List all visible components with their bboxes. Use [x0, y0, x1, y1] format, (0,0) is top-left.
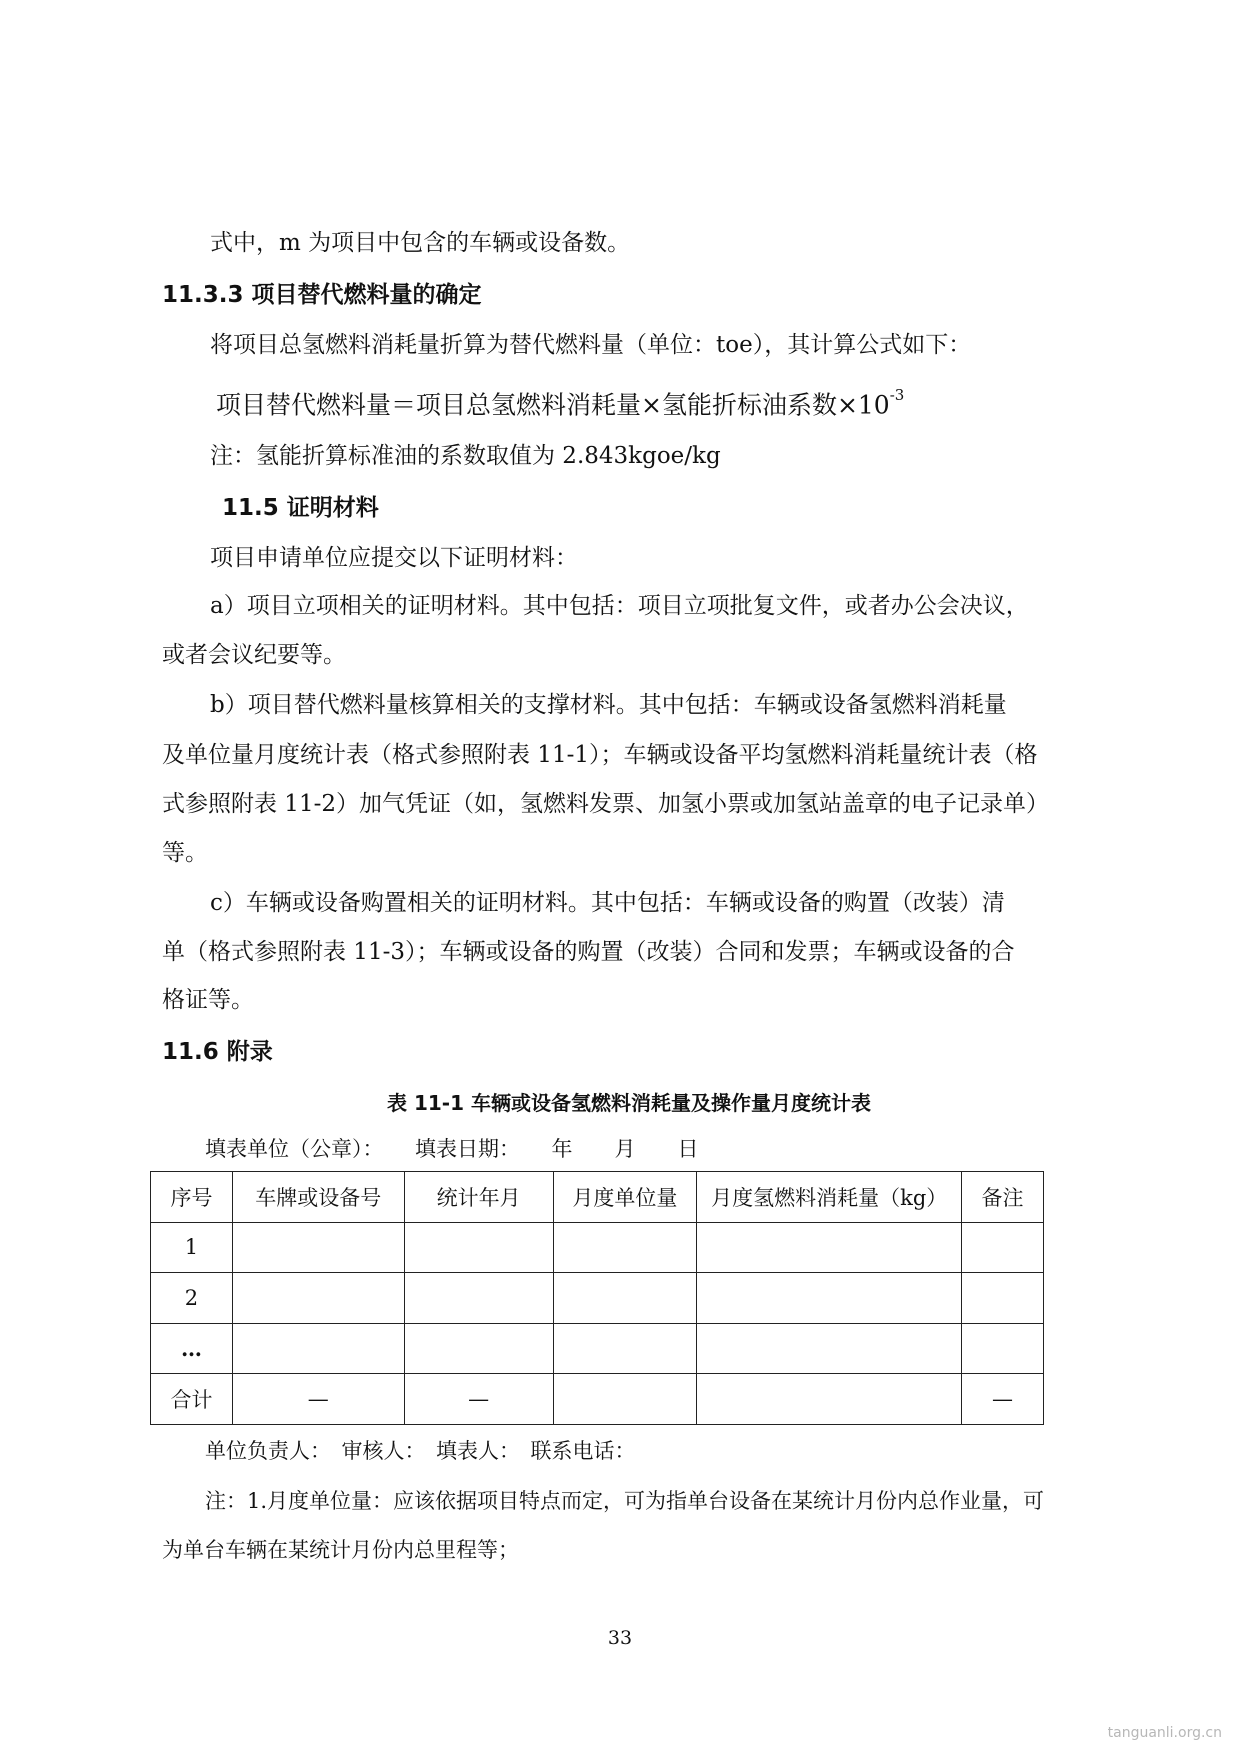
- header-index: 序号: [151, 1172, 233, 1223]
- header-stat-month: 统计年月: [404, 1172, 553, 1223]
- table-cell: [232, 1222, 404, 1273]
- table-signatures: 单位负责人： 审核人： 填表人： 联系电话：: [205, 1439, 636, 1463]
- paragraph-conversion-intro: 将项目总氢燃料消耗量折算为替代燃料量（单位：toe），其计算公式如下：: [210, 332, 972, 358]
- table-header-row: [151, 1172, 1044, 1223]
- formula-text: 项目替代燃料量＝项目总氢燃料消耗量×氢能折标油系数×10: [216, 390, 890, 420]
- formula-exponent: -3: [889, 386, 905, 404]
- table-cell: —: [962, 1374, 1044, 1425]
- table-total-row: [151, 1374, 1044, 1425]
- paragraph-materials-intro: 项目申请单位应提交以下证明材料：: [210, 545, 578, 571]
- table-cell: [553, 1222, 697, 1273]
- table-cell: [697, 1374, 962, 1425]
- item-b-line1: b）项目替代燃料量核算相关的支撑材料。其中包括：车辆或设备氢燃料消耗量: [210, 692, 1007, 718]
- table-cell: 2: [151, 1273, 233, 1324]
- paragraph-m-definition: 式中，m 为项目中包含的车辆或设备数。: [210, 230, 631, 256]
- table-cell: [962, 1222, 1044, 1273]
- item-b-line2: 及单位量月度统计表（格式参照附表 11-1）；车辆或设备平均氢燃料消耗量统计表（格: [162, 742, 1038, 768]
- table-cell: —: [404, 1374, 553, 1425]
- table-cell: —: [232, 1374, 404, 1425]
- header-monthly-unit: 月度单位量: [553, 1172, 697, 1223]
- table-cell: [553, 1374, 697, 1425]
- item-a-line2: 或者会议纪要等。: [162, 642, 346, 668]
- header-remarks: 备注: [962, 1172, 1044, 1223]
- section-heading-11-5: 11.5 证明材料: [222, 495, 379, 521]
- table-cell: 1: [151, 1222, 233, 1273]
- item-c-line3: 格证等。: [162, 987, 254, 1013]
- table-cell: [232, 1323, 404, 1374]
- table-cell: [404, 1222, 553, 1273]
- section-heading-11-3-3: 11.3.3 项目替代燃料量的确定: [162, 282, 482, 308]
- header-monthly-hydrogen: 月度氢燃料消耗量（kg）: [697, 1172, 962, 1223]
- table-cell: [697, 1273, 962, 1324]
- table-cell: [553, 1273, 697, 1324]
- table-cell: [404, 1323, 553, 1374]
- table-cell: [232, 1273, 404, 1324]
- table-cell: …: [151, 1323, 233, 1374]
- table-note-line1: 注：1.月度单位量：应该依据项目特点而定，可为指单台设备在某统计月份内总作业量，可: [205, 1489, 1045, 1513]
- table-caption: 表 11-1 车辆或设备氢燃料消耗量及操作量月度统计表: [387, 1091, 871, 1115]
- table-row: [151, 1273, 1044, 1324]
- formula: [216, 384, 904, 420]
- note-coefficient: 注：氢能折算标准油的系数取值为 2.843kgoe/kg: [210, 443, 721, 469]
- table-fill-info: 填表单位（公章）： 填表日期： 年 月 日: [205, 1137, 699, 1161]
- item-a-line1: a）项目立项相关的证明材料。其中包括：项目立项批复文件，或者办公会决议，: [210, 593, 1029, 619]
- table-cell: [962, 1323, 1044, 1374]
- table-row: [151, 1222, 1044, 1273]
- table-cell: [697, 1323, 962, 1374]
- table-cell: [553, 1323, 697, 1374]
- table-cell: [404, 1273, 553, 1324]
- item-c-line1: c）车辆或设备购置相关的证明材料。其中包括：车辆或设备的购置（改装）清: [210, 890, 1005, 916]
- header-plate-or-device: 车牌或设备号: [232, 1172, 404, 1223]
- monthly-statistics-table: [150, 1171, 1044, 1425]
- table-cell: [962, 1273, 1044, 1324]
- page-number: 33: [607, 1627, 633, 1649]
- watermark: tanguanli.org.cn: [1107, 1725, 1222, 1741]
- table-cell: 合计: [151, 1374, 233, 1425]
- section-heading-11-6: 11.6 附录: [162, 1039, 273, 1065]
- item-c-line2: 单（格式参照附表 11-3）；车辆或设备的购置（改装）合同和发票；车辆或设备的合: [162, 939, 1015, 965]
- item-b-line4: 等。: [162, 840, 208, 866]
- table-row: [151, 1323, 1044, 1374]
- item-b-line3: 式参照附表 11-2）加气凭证（如，氢燃料发票、加氢小票或加氢站盖章的电子记录单）: [162, 791, 1049, 817]
- table-note-line2: 为单台车辆在某统计月份内总里程等；: [162, 1538, 519, 1562]
- table-cell: [697, 1222, 962, 1273]
